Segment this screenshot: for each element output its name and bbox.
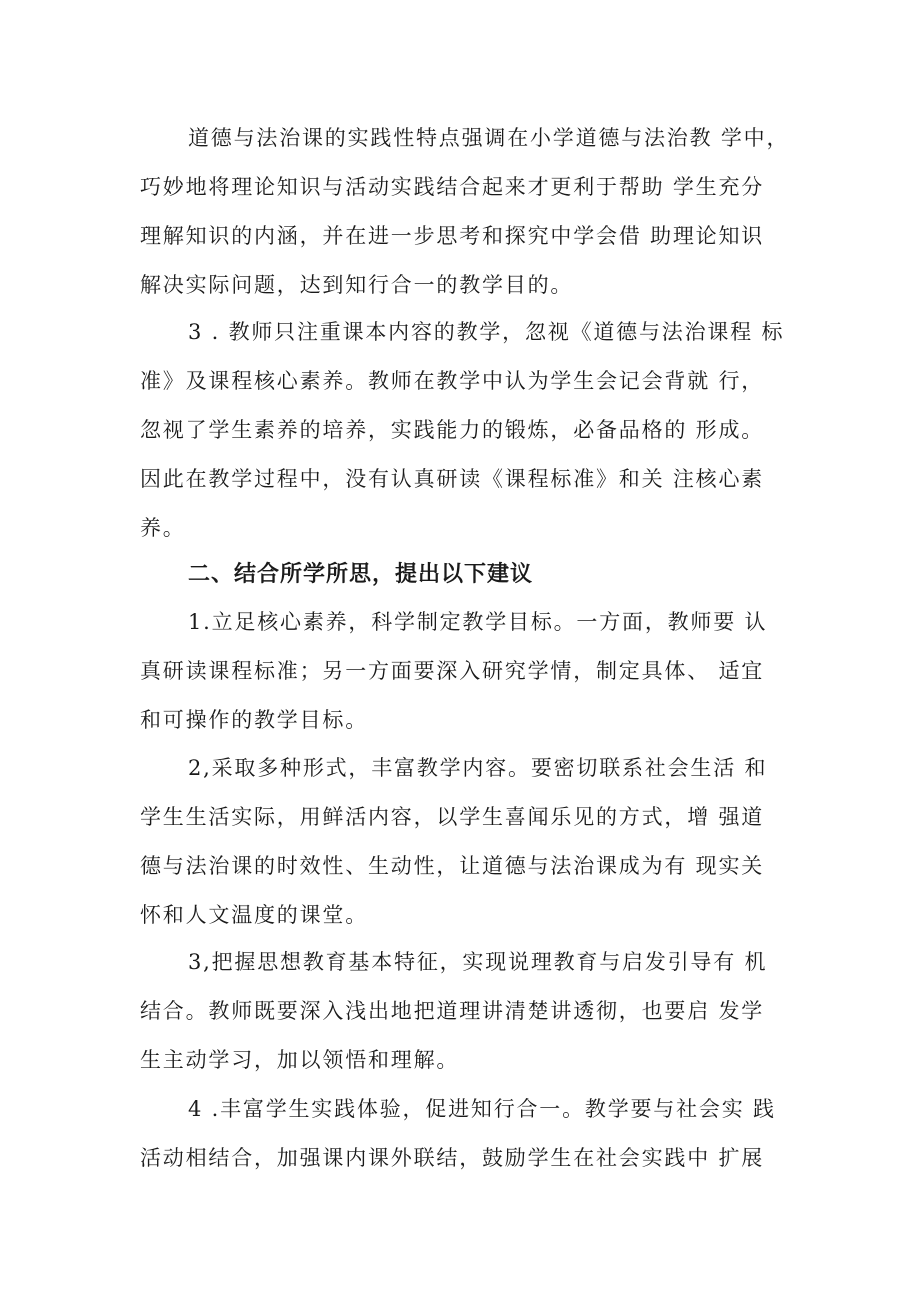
text-line: 和可操作的教学目标。	[140, 708, 368, 732]
text-line: 活动相结合，加强课内课外联结，鼓励学生在社会实践中 扩展	[140, 1146, 765, 1170]
text-line: 3 . 教师只注重课本内容的教学，忽视《道德与法治课程 标	[188, 320, 785, 344]
text-line: 生主动学习，加以领悟和理解。	[140, 1048, 460, 1072]
section-heading	[140, 550, 800, 599]
heading-text: 二、结合所学所思，提出以下建议	[188, 562, 534, 587]
paragraph-practice-nature	[140, 114, 800, 310]
text-line: 养。	[140, 516, 186, 540]
text-line: 巧妙地将理论知识与活动实践结合起来才更利于帮助 学生充分	[140, 175, 765, 199]
text-line: 3,把握思想教育基本特征，实现说理教育与启发引导有 机	[188, 950, 768, 974]
suggestion-2	[140, 744, 800, 940]
text-line: 结合。教师既要深入浅出地把道理讲清楚讲透彻，也要启 发学	[140, 999, 765, 1023]
suggestion-4	[140, 1085, 800, 1183]
suggestion-1	[140, 598, 800, 745]
text-line: 忽视了学生素养的培养，实践能力的锻炼，必备品格的 形成。	[140, 418, 765, 442]
text-line: 学生生活实际，用鲜活内容，以学生喜闻乐见的方式，增 强道	[140, 805, 765, 829]
text-line: 道德与法治课的实践性特点强调在小学道德与法治教 学中，	[188, 126, 790, 150]
text-line: 4 .丰富学生实践体验，促进知行合一。教学要与社会实 践	[188, 1097, 776, 1121]
text-line: 解决实际问题，达到知行合一的教学目的。	[140, 273, 574, 297]
text-line: 德与法治课的时效性、生动性，让道德与法治课成为有 现实关	[140, 854, 765, 878]
text-line: 理解知识的内涵，并在进一步思考和探究中学会借 助理论知识	[140, 224, 765, 248]
text-line: 准》及课程核心素养。教师在教学中认为学生会记会背就 行，	[140, 369, 765, 393]
text-line: 因此在教学过程中，没有认真研读《课程标准》和关 注核心素	[140, 467, 765, 491]
text-line: 真研读课程标准；另一方面要深入研究学情，制定具体、 适宜	[140, 659, 765, 683]
paragraph-point-3	[140, 308, 800, 553]
text-line: 怀和人文温度的课堂。	[140, 903, 368, 927]
suggestion-3	[140, 938, 800, 1085]
text-line: 1.立足核心素养，科学制定教学目标。一方面，教师要 认	[188, 610, 768, 634]
text-line: 2,采取多种形式，丰富教学内容。要密切联系社会生活 和	[188, 756, 768, 780]
